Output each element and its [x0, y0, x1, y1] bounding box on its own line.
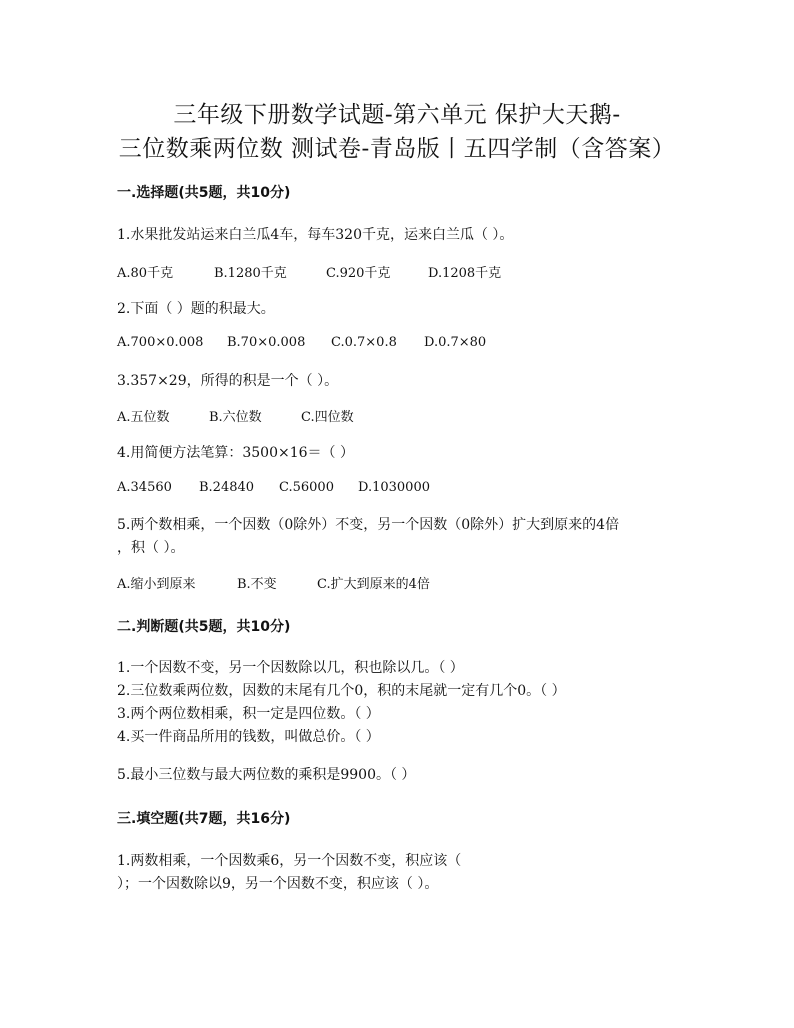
- option-d: D.0.7×80: [424, 335, 487, 350]
- option-a: A.700×0.008: [117, 335, 204, 350]
- option-a: A.五位数: [117, 410, 170, 425]
- option-b: B.24840: [199, 480, 255, 495]
- question-1-4: 4.用简便方法笔算：3500×16＝（ ）: [117, 445, 354, 461]
- judgement-item-4: 4.买一件商品所用的钱数，叫做总价。（ ）: [117, 729, 380, 745]
- document-title-line2: 三位数乘两位数 测试卷-青岛版丨五四学制（含答案）: [118, 136, 676, 162]
- option-a: A.34560: [117, 480, 172, 495]
- option-d: D.1030000: [358, 480, 430, 495]
- judgement-item-5: 5.最小三位数与最大两位数的乘积是9900。（ ）: [117, 767, 416, 783]
- option-b: B.1280千克: [214, 266, 287, 281]
- question-1-4-options: [117, 480, 430, 495]
- option-c: C.920千克: [326, 266, 391, 281]
- question-1-2: 2.下面（ ）题的积最大。: [117, 301, 275, 317]
- judgement-item-2: 2.三位数乘两位数，因数的末尾有几个0，积的末尾就一定有几个0。（ ）: [117, 683, 566, 699]
- fill-question-1-line2: ）；一个因数除以9，另一个因数不变，积应该（ ）。: [117, 876, 439, 892]
- question-1-1-options: [117, 262, 501, 281]
- question-1-5-line2: ，积（ ）。: [117, 540, 185, 556]
- question-1-5-options: [117, 573, 430, 592]
- option-c: C.四位数: [301, 410, 354, 425]
- judgement-item-1: 1.一个因数不变，另一个因数除以几，积也除以几。（ ）: [117, 660, 464, 676]
- section-heading-fill-in: 三.填空题(共7题，共16分): [117, 811, 291, 827]
- section-heading-choice: 一.选择题(共5题，共10分): [117, 185, 291, 201]
- fill-question-1-line1: 1.两数相乘，一个因数乘6，另一个因数不变，积应该（: [117, 853, 462, 869]
- option-a: A.缩小到原来: [117, 577, 196, 592]
- document-title-line1: 三年级下册数学试题-第六单元 保护大天鹅-: [173, 102, 621, 128]
- option-c: C.56000: [279, 480, 334, 495]
- question-1-2-options: [117, 335, 486, 350]
- option-c: C.0.7×0.8: [331, 335, 397, 350]
- option-b: B.不变: [237, 577, 277, 592]
- option-d: D.1208千克: [428, 266, 502, 281]
- question-1-3-options: [117, 406, 354, 425]
- judgement-item-3: 3.两个两位数相乘，积一定是四位数。（ ）: [117, 706, 380, 722]
- option-b: B.六位数: [209, 410, 262, 425]
- question-1-5-line1: 5.两个数相乘，一个因数（0除外）不变，另一个因数（0除外）扩大到原来的4倍: [117, 517, 620, 533]
- option-c: C.扩大到原来的4倍: [317, 577, 430, 592]
- option-a: A.80千克: [117, 266, 174, 281]
- option-b: B.70×0.008: [227, 335, 306, 350]
- question-1-1: 1.水果批发站运来白兰瓜4车，每车320千克，运来白兰瓜（ ）。: [117, 227, 514, 243]
- question-1-3: 3.357×29，所得的积是一个（ ）。: [117, 373, 339, 389]
- section-heading-judgement: 二.判断题(共5题，共10分): [117, 619, 291, 635]
